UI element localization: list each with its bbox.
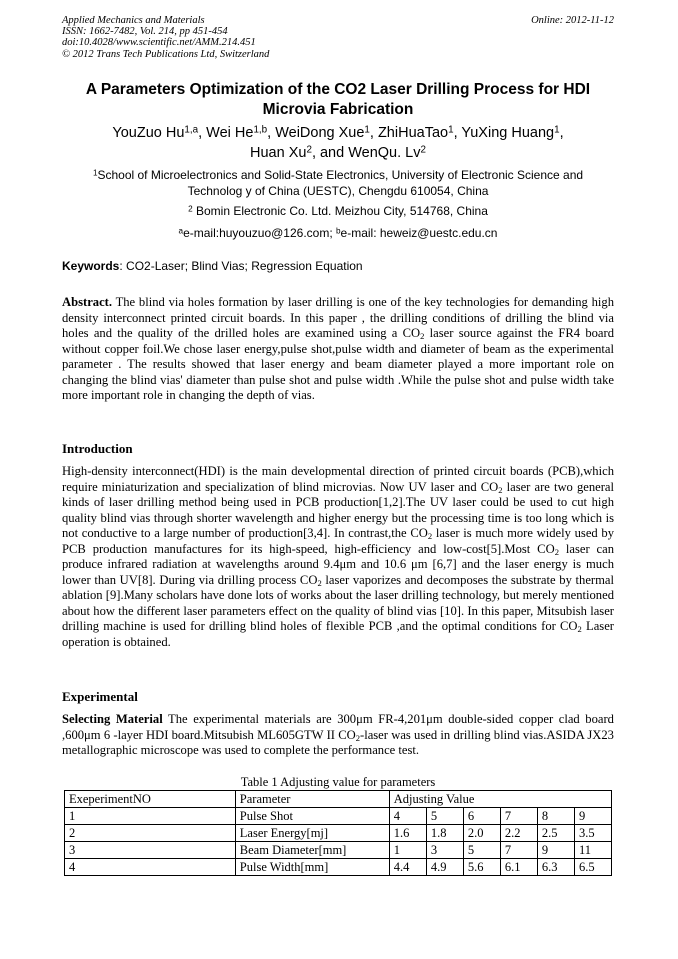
introduction-heading: Introduction bbox=[62, 441, 133, 456]
author-list bbox=[62, 123, 614, 163]
table-cell: 1 bbox=[65, 808, 236, 825]
experimental-heading: Experimental bbox=[62, 689, 138, 704]
table-cell: 6.5 bbox=[574, 859, 611, 876]
table-cell: 7 bbox=[500, 808, 537, 825]
subscript: 2 bbox=[317, 577, 322, 588]
affiliation-line: Technolog y of China (UESTC), Chengdu 610054, China bbox=[187, 184, 489, 198]
affiliation-2 bbox=[62, 203, 614, 219]
paragraph-text: laser can produce infrared radiation at wavelengths around 9.4μm and 10.6 μm [6,7] and the laser energy is much lower than UV[8]. During via drilling process CO bbox=[62, 541, 615, 587]
table-row bbox=[65, 859, 612, 876]
keywords-label: Keywords bbox=[62, 259, 120, 273]
author-sep: , bbox=[369, 125, 378, 141]
table-row bbox=[65, 808, 612, 825]
email-mark: b bbox=[336, 226, 341, 236]
table-cell: 6.1 bbox=[500, 859, 537, 876]
table-row bbox=[65, 825, 612, 842]
table-cell: Beam Diameter[mm] bbox=[235, 842, 389, 859]
table-cell: 6.3 bbox=[537, 859, 574, 876]
author-sup: 1 bbox=[554, 124, 560, 136]
table-cell: 5 bbox=[426, 808, 463, 825]
paragraph-text: laser vaporizes and decomposes the substrate by thermal ablation [9].Many scholars have done lots of works about the laser drilling technology, but merely mentioned about how the different laser parameters effect on the quality of blind vias [10]. In this paper, Mitsubish laser drilling machine is used for drilling blind holes of flexible PCB ,and the optimal conditions for CO bbox=[62, 572, 614, 633]
table-cell: 1 bbox=[389, 842, 426, 859]
author-sep: , and bbox=[311, 145, 349, 161]
affiliation-mark: 2 bbox=[188, 204, 193, 214]
keywords-text: : CO2-Laser; Blind Vias; Regression Equation bbox=[119, 259, 363, 273]
table-cell: 2 bbox=[65, 825, 236, 842]
author-sep: , bbox=[453, 125, 462, 141]
introduction-text bbox=[62, 464, 614, 650]
table-cell: 7 bbox=[500, 842, 537, 859]
abstract-text: The blind via holes formation by laser drilling is one of the key technologies for demanding high density interconnect printed circuit boards. In this paper , the drilling conditions of drilling the blind via holes and the quality of the drilled holes are examined using a CO bbox=[62, 295, 614, 340]
paragraph-text: laser are two general kinds of laser drilling method being used in PCB production[1,2].The UV laser could be used to cut high quality blind vias through shorter wavelength and higher energy but the processing time is too long which is not conductive to a large number of production[3,4]. In contrast,the CO bbox=[62, 479, 614, 540]
table-cell: 2.0 bbox=[463, 825, 500, 842]
table-cell: 5 bbox=[463, 842, 500, 859]
table-cell: 9 bbox=[574, 808, 611, 825]
author-name: Huan Xu bbox=[250, 145, 307, 161]
subscript: 2 bbox=[554, 546, 559, 557]
abstract-label: Abstract. bbox=[62, 295, 113, 309]
table-header-cell: ExeperimentNO bbox=[65, 791, 236, 808]
subscript: 2 bbox=[355, 732, 360, 743]
author-sup: 2 bbox=[306, 144, 312, 156]
author-sup: 1 bbox=[448, 124, 454, 136]
paragraph-text: laser is much more widely used by PCB production manufactures for its high-speed, high-efficiency and low-cost[5].Most CO bbox=[62, 526, 614, 556]
table-cell: 4.4 bbox=[389, 859, 426, 876]
author-name: YouZuo Hu bbox=[112, 125, 185, 141]
online-date: Online: 2012-11-12 bbox=[531, 15, 614, 26]
author-sep: , bbox=[267, 125, 276, 141]
table-cell: 3 bbox=[426, 842, 463, 859]
table-caption: Table 1 Adjusting value for parameters bbox=[240, 775, 436, 789]
subsection-label: Selecting Material bbox=[62, 712, 163, 726]
table-header-cell: Adjusting Value bbox=[389, 791, 611, 808]
table-cell: 3.5 bbox=[574, 825, 611, 842]
author-sup: 1 bbox=[364, 124, 370, 136]
table-cell: 2.5 bbox=[537, 825, 574, 842]
journal-name: Applied Mechanics and Materials bbox=[62, 15, 205, 26]
journal-header bbox=[62, 15, 269, 60]
table-cell: Laser Energy[mj] bbox=[235, 825, 389, 842]
affiliation-1 bbox=[62, 167, 614, 199]
subscript: 2 bbox=[427, 531, 433, 542]
paragraph-text: High-density interconnect(HDI) is the main developmental direction of printed circuit boards (PCB),which require miniaturization and specialization of blind microvias. Now UV laser and CO bbox=[62, 464, 614, 494]
abstract bbox=[62, 295, 614, 404]
author-name: WenQu. Lv bbox=[348, 145, 421, 161]
affiliation-mark: 1 bbox=[92, 168, 98, 178]
author-sup: 2 bbox=[420, 144, 426, 156]
email-mark: a bbox=[178, 226, 184, 236]
table-cell: 1.6 bbox=[389, 825, 426, 842]
author-sep: , bbox=[559, 125, 564, 141]
author-sup: 1,b bbox=[253, 124, 268, 136]
experimental-text bbox=[62, 712, 614, 759]
subscript: 2 bbox=[420, 331, 425, 342]
table-cell: 4 bbox=[389, 808, 426, 825]
abstract-text: laser source against the FR4 board without copper foil.We chose laser energy,pulse shot,pulse width and diameter of beam as the experimental parameter . The results showed that laser energy and beam diameter played a more important role on changing the blind vias' diameter than pulse shot and pulse width .While the pulse shot and pulse width take more important role in changing the depth of vias. bbox=[62, 326, 615, 402]
affiliation-line: Bomin Electronic Co. Ltd. Meizhou City, 514768, China bbox=[192, 204, 488, 218]
table-cell: 11 bbox=[574, 842, 611, 859]
author-name: ZhiHuaTao bbox=[377, 125, 449, 141]
parameters-table bbox=[64, 790, 612, 876]
paragraph-text: Laser operation is obtained. bbox=[62, 619, 614, 649]
author-sep: , bbox=[198, 125, 207, 141]
table-cell: 9 bbox=[537, 842, 574, 859]
table-header-cell: Parameter bbox=[235, 791, 389, 808]
email-b[interactable]: e-mail: heweiz@uestc.edu.cn bbox=[340, 226, 498, 240]
author-name: YuXing Huang bbox=[461, 125, 555, 141]
table-cell: 4.9 bbox=[426, 859, 463, 876]
table-cell: Pulse Width[mm] bbox=[235, 859, 389, 876]
table-header-row bbox=[65, 791, 612, 808]
table-cell: 5.6 bbox=[463, 859, 500, 876]
author-sup: 1,a bbox=[184, 124, 199, 136]
copyright-line: © 2012 Trans Tech Publications Ltd, Switzerland bbox=[62, 48, 270, 60]
table-cell: 6 bbox=[463, 808, 500, 825]
table-cell: 3 bbox=[65, 842, 236, 859]
affiliation-line: School of Microelectronics and Solid-State Electronics, University of Electronic Science and bbox=[97, 168, 584, 182]
table-row bbox=[65, 842, 612, 859]
subscript: 2 bbox=[577, 624, 582, 635]
table-cell: Pulse Shot bbox=[235, 808, 389, 825]
author-emails bbox=[62, 225, 614, 241]
keywords bbox=[62, 259, 614, 273]
paper-title: A Parameters Optimization of the CO2 Laser Drilling Process for HDI Microvia Fabrication bbox=[85, 81, 591, 118]
doi-line: doi:10.4028/www.scientific.net/AMM.214.451 bbox=[62, 37, 256, 49]
subscript: 2 bbox=[498, 484, 503, 495]
table-cell: 4 bbox=[65, 859, 236, 876]
paragraph-text: -laser was used in drilling blind vias.ASIDA JX23 metallographic microscope was used to complete the performance test. bbox=[62, 727, 614, 757]
paragraph-text: The experimental materials are 300μm FR-4,201μm double-sided copper clad board ,600μm 6 -layer HDI board.Mitsubish ML605GTW II CO bbox=[62, 712, 614, 742]
table-cell: 2.2 bbox=[500, 825, 537, 842]
issn-line: ISSN: 1662-7482, Vol. 214, pp 451-454 bbox=[62, 26, 228, 38]
author-name: WeiDong Xue bbox=[275, 125, 365, 141]
author-name: Wei He bbox=[206, 125, 254, 141]
email-a[interactable]: e-mail:huyouzuo@126.com; bbox=[183, 226, 336, 240]
table-cell: 1.8 bbox=[426, 825, 463, 842]
table-cell: 8 bbox=[537, 808, 574, 825]
